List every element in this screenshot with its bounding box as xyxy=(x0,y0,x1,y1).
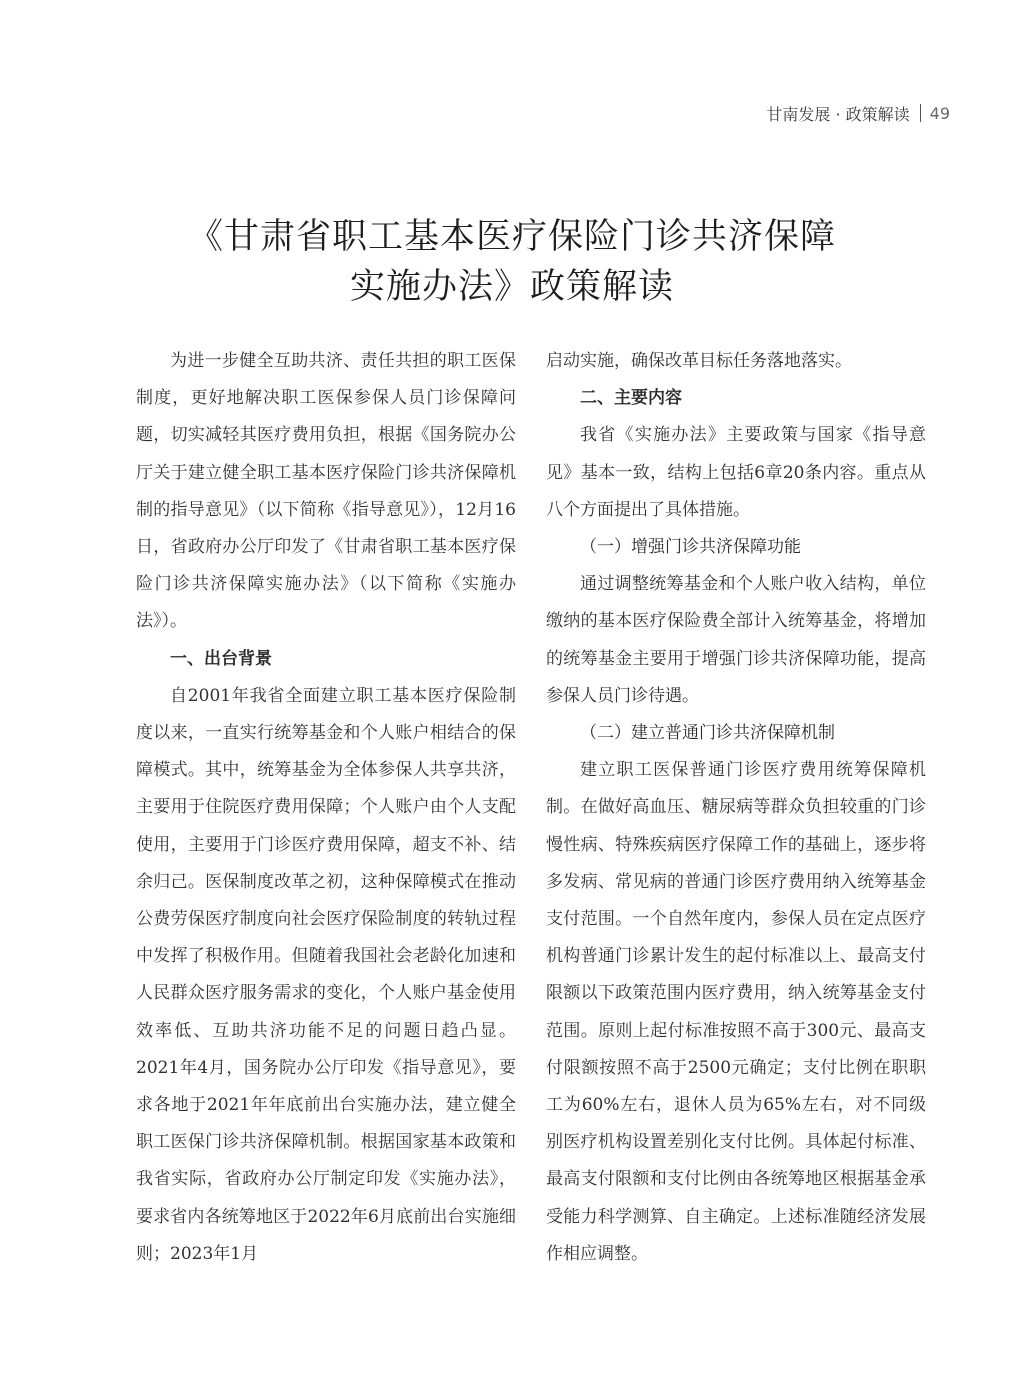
subsection2-paragraph: 建立职工医保普通门诊医疗费用统筹保障机制。在做好高血压、糖尿病等群众负担较重的门诊慢性病、特殊疾病医疗保障工作的基础上，逐步将多发病、常见病的普通门诊医疗费用纳入统筹基金支付范围。一个自然年度内，参保人员在定点医疗机构普通门诊累计发生的起付标准以上、最高支付限额以下政策范围内医疗费用，纳入统筹基金支付范围。原则上起付标准按照不高于300元、最高支付限额按照不高于2500元确定；支付比例在职职工为60%左右，退休人员为65%左右，对不同级别医疗机构设置差别化支付比例。具体起付标准、最高支付限额和支付比例由各统筹地区根据基金承受能力科学测算、自主确定。上述标准随经济发展作相应调整。 xyxy=(546,760,926,1264)
header-divider xyxy=(920,104,921,122)
section1-heading: 一、出台背景 xyxy=(170,648,272,669)
section1-paragraph: 自2001年我省全面建立职工基本医疗保险制度以来，一直实行统筹基金和个人账户相结合的保障模式。其中，统筹基金为全体参保人共享共济，主要用于住院医疗费用保障；个人账户由个人支配使用，主要用于门诊医疗费用保障，超支不补、结余归己。医保制度改革之初，这种保障模式在推动公费劳保医疗制度向社会医疗保险制度的转轨过程中发挥了积极作用。但随着我国社会老龄化加速和人民群众医疗服务需求的变化，个人账户基金使用效率低、互助共济功能不足的问题日趋凸显。2021年4月，国务院办公厅印发《指导意见》，要求各地于2021年年底前出台实施办法，建立健全职工医保门诊共济保障机制。根据国家基本政策和我省实际，省政府办公厅制定印发《实施办法》，要求省内各统筹地区于2022年6月底前出台实施细则；2023年1月 xyxy=(136,685,516,1264)
header-section-label: 甘南发展 · 政策解读 xyxy=(766,104,910,124)
section2-heading: 二、主要内容 xyxy=(580,388,682,409)
section2-intro-paragraph: 我省《实施办法》主要政策与国家《指导意见》基本一致，结构上包括6章20条内容。重点从八个方面提出了具体措施。 xyxy=(546,425,926,520)
subsection1-paragraph: 通过调整统筹基金和个人账户收入结构，单位缴纳的基本医疗保险费全部计入统筹基金，将增加的统筹基金主要用于增强门诊共济保障功能，提高参保人员门诊待遇。 xyxy=(546,574,926,706)
intro-paragraph: 为进一步健全互助共济、责任共担的职工医保制度，更好地解决职工医保参保人员门诊保障问题，切实减轻其医疗费用负担，根据《国务院办公厅关于建立健全职工基本医疗保险门诊共济保障机制的指导意见》（以下简称《指导意见》），12月16日，省政府办公厅印发了《甘肃省职工基本医疗保险门诊共济保障实施办法》（以下简称《实施办法》）。 xyxy=(136,351,516,632)
title-line-1: 《甘肃省职工基本医疗保险门诊共济保障 xyxy=(187,217,836,257)
continuation-paragraph: 启动实施，确保改革目标任务落地落实。 xyxy=(546,351,852,371)
left-column xyxy=(136,343,516,1273)
right-column xyxy=(546,343,926,1273)
article-title xyxy=(0,212,1024,312)
subsection2-heading: （二）建立普通门诊共济保障机制 xyxy=(580,723,835,744)
page-number: 49 xyxy=(929,103,950,123)
title-line-2: 实施办法》政策解读 xyxy=(349,267,674,307)
subsection1-heading: （一）增强门诊共济保障功能 xyxy=(580,537,801,558)
running-header xyxy=(766,102,950,124)
